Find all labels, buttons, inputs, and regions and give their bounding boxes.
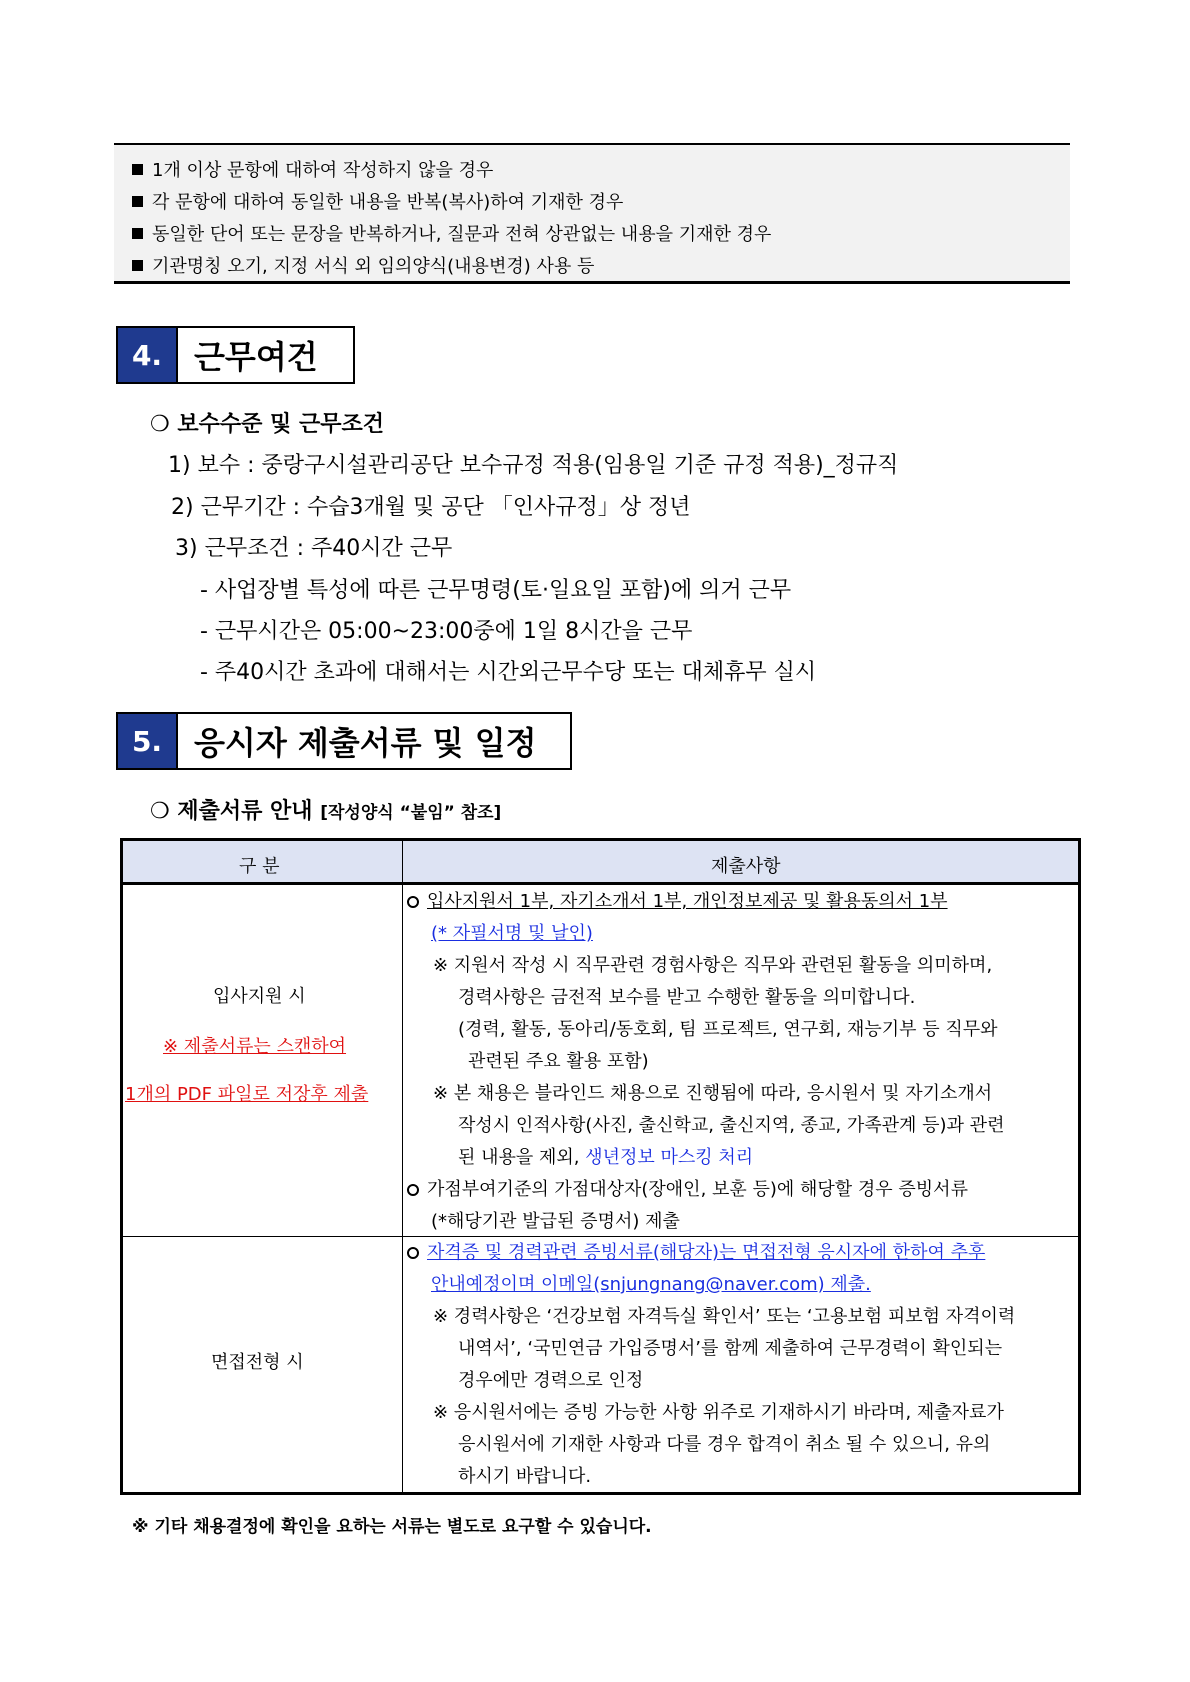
subtitle-note: [작성양식 “붙임” 참조] bbox=[320, 803, 502, 823]
square-bullet-icon bbox=[132, 196, 143, 207]
square-bullet-icon bbox=[132, 228, 143, 239]
list-item: 경우에만 경력으로 인정 bbox=[458, 1370, 644, 1391]
list-item: 자격증 및 경력관련 증빙서류(해당자)는 면접전형 응시자에 한하여 추후 bbox=[407, 1243, 985, 1263]
table-header bbox=[123, 841, 1078, 885]
row-label-application: 입사지원 시 bbox=[213, 986, 306, 1007]
list-item: 하시기 바랍니다. bbox=[458, 1466, 592, 1487]
section-number: 4. bbox=[118, 328, 178, 382]
list-item: (경력, 활동, 동아리/동호회, 팀 프로젝트, 연구회, 재능기부 등 직무와 bbox=[458, 1019, 998, 1040]
section-5-header bbox=[116, 712, 572, 770]
list-item: 내역서’, ‘국민연금 가입증명서’를 함께 제출하여 근무경력이 확인되는 bbox=[458, 1338, 1003, 1359]
header-category: 구 분 bbox=[239, 856, 280, 877]
square-bullet-icon bbox=[132, 164, 143, 175]
list-item: ※ 본 채용은 블라인드 채용으로 진행됨에 따라, 응시원서 및 자기소개서 bbox=[433, 1083, 993, 1104]
condition-line: 2) 근무기간 : 수습3개월 및 공단 「인사규정」상 정년 bbox=[171, 495, 691, 520]
masking-note: 생년정보 마스킹 처리 bbox=[585, 1147, 754, 1168]
row-label-interview: 면접전형 시 bbox=[211, 1352, 304, 1373]
documents-table bbox=[120, 838, 1081, 1495]
header-items: 제출사항 bbox=[711, 856, 781, 877]
footer-note: ※ 기타 채용결정에 확인을 요하는 서류는 별도로 요구할 수 있습니다. bbox=[132, 1517, 652, 1537]
list-item: ※ 응시원서에는 증빙 가능한 사항 위주로 기재하시기 바라며, 제출자료가 bbox=[433, 1402, 1004, 1423]
section-number: 5. bbox=[118, 714, 178, 768]
condition-detail: - 근무시간은 05:00~23:00중에 1일 8시간을 근무 bbox=[200, 619, 693, 644]
signature-note: (* 자필서명 및 날인) bbox=[431, 923, 593, 944]
list-item: ※ 경력사항은 ‘건강보험 자격득실 확인서’ 또는 ‘고용보험 피보험 자격이력 bbox=[433, 1306, 1016, 1327]
condition-line: 3) 근무조건 : 주40시간 근무 bbox=[175, 536, 453, 561]
column-divider bbox=[402, 841, 403, 1492]
condition-detail: - 사업장별 특성에 따른 근무명령(토·일요일 포함)에 의거 근무 bbox=[200, 578, 792, 603]
condition-line: 1) 보수 : 중랑구시설관리공단 보수규정 적용(임용일 기준 규정 적용)_정규직 bbox=[168, 453, 899, 478]
square-bullet-icon bbox=[132, 260, 143, 271]
list-item: 가점부여기준의 가점대상자(장애인, 보훈 등)에 해당할 경우 증빙서류 bbox=[407, 1180, 968, 1200]
list-item: 관련된 주요 활용 포함) bbox=[468, 1051, 649, 1072]
list-item: 응시원서에 기재한 사항과 다를 경우 합격이 취소 될 수 있으니, 유의 bbox=[458, 1434, 991, 1455]
list-item: 된 내용을 제외, 생년정보 마스킹 처리 bbox=[458, 1147, 754, 1168]
section-title: 근무여건 bbox=[194, 338, 318, 376]
caution-item: 1개 이상 문항에 대하여 작성하지 않을 경우 bbox=[132, 161, 493, 181]
condition-detail: - 주40시간 초과에 대해서는 시간외근무수당 또는 대체휴무 실시 bbox=[200, 660, 817, 685]
circle-bullet-icon bbox=[407, 896, 419, 908]
list-item: (*해당기관 발급된 증명서) 제출 bbox=[431, 1211, 680, 1232]
row-divider bbox=[123, 1236, 1078, 1237]
section-4-subtitle: ❍ 보수수준 및 근무조건 bbox=[150, 412, 384, 437]
caution-box bbox=[114, 143, 1070, 284]
list-item: 입사지원서 1부, 자기소개서 1부, 개인정보제공 및 활용동의서 1부 bbox=[407, 892, 948, 912]
list-item: 경력사항은 금전적 보수를 받고 수행한 활동을 의미합니다. bbox=[458, 987, 916, 1008]
section-4-header bbox=[116, 326, 355, 384]
caution-item: 각 문항에 대하여 동일한 내용을 반복(복사)하여 기재한 경우 bbox=[132, 193, 623, 213]
circle-bullet-icon bbox=[407, 1184, 419, 1196]
list-item: ※ 지원서 작성 시 직무관련 경험사항은 직무와 관련된 활동을 의미하며, bbox=[433, 955, 993, 976]
list-item: 작성시 인적사항(사진, 출신학교, 출신지역, 종교, 가족관계 등)과 관련 bbox=[458, 1115, 1005, 1136]
section-5-subtitle bbox=[150, 794, 501, 825]
scan-notice-line1: ※ 제출서류는 스캔하여 bbox=[163, 1036, 347, 1057]
email-notice: 안내예정이며 이메일(snjungnang@naver.com) 제출. bbox=[431, 1274, 871, 1295]
scan-notice-line2: 1개의 PDF 파일로 저장후 제출 bbox=[125, 1084, 369, 1105]
caution-item: 기관명칭 오기, 지정 서식 외 임의양식(내용변경) 사용 등 bbox=[132, 257, 594, 277]
subtitle-text: ❍ 제출서류 안내 bbox=[150, 799, 313, 824]
section-title: 응시자 제출서류 및 일정 bbox=[194, 724, 537, 762]
caution-item: 동일한 단어 또는 문장을 반복하거나, 질문과 전혀 상관없는 내용을 기재한 경우 bbox=[132, 225, 771, 245]
circle-bullet-icon bbox=[407, 1247, 419, 1259]
